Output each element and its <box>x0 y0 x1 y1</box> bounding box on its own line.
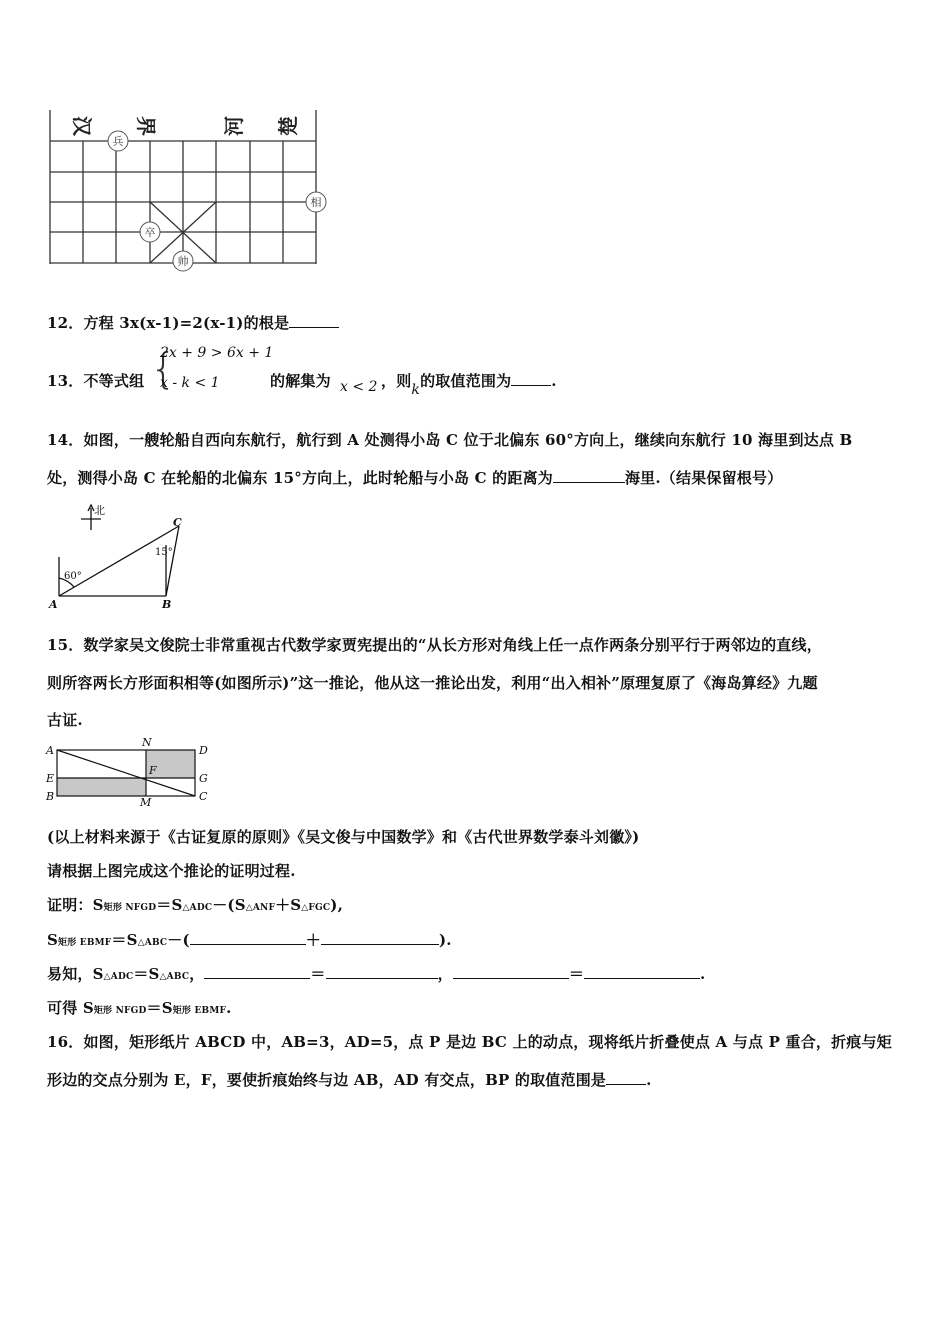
q15-figure <box>44 736 214 808</box>
q16-line-1: 16．如图，矩形纸片 ABCD 中，AB=3，AD=5，点 P 是边 BC 上的动点，现将纸片折叠使点 A 与点 P 重合，折痕与矩 <box>47 1033 892 1051</box>
chessboard-figure <box>44 104 334 274</box>
q14-line-2b: 海里.（结果保留根号） <box>624 469 783 487</box>
proof1-lead: 证明：S <box>47 896 104 914</box>
proof2-lead: S <box>47 931 59 949</box>
proof1-rect: 矩形 NFGD <box>103 903 157 913</box>
q14-line-2 <box>47 467 782 488</box>
q14-angle-60: 60° <box>64 571 82 582</box>
river-char-4: 楚 <box>276 116 300 136</box>
q15-label-g: G <box>199 772 208 785</box>
q15-instruction: 请根据上图完成这个推论的证明过程. <box>47 862 296 880</box>
proof3-comma-1: ， <box>189 965 205 983</box>
q15-label-e: E <box>46 772 55 785</box>
proof2-t1: △ABC <box>137 938 168 948</box>
q16-line-2: 形边的交点分别为 E，F，要使折痕始终与边 AB，AD 有交点，BP 的取值范围是 . <box>47 1071 652 1089</box>
proof2-blank-1[interactable] <box>190 930 306 945</box>
q13-then: ，则 <box>381 372 412 390</box>
q12-answer-blank[interactable] <box>289 313 339 328</box>
question-13 <box>47 370 144 391</box>
proof1-t1: △ADC <box>182 903 213 913</box>
proof3-equal-1: ＝ <box>310 965 326 983</box>
q15-label-m: M <box>140 796 152 808</box>
q16-line-2-text: 形边的交点分别为 E，F，要使折痕始终与边 AB，AD 有交点，BP 的取值范围是 <box>47 1071 607 1089</box>
piece-xiang: 相 <box>310 196 322 209</box>
q15-line-3: 古证. <box>47 711 83 729</box>
proof3-equal-2: ＝ <box>568 965 585 983</box>
proof3-blank-4[interactable] <box>584 964 700 979</box>
proof1-minus: －(S <box>212 896 246 914</box>
q14-line-1: 14．如图，一艘轮船自西向东航行，航行到 A 处测得小岛 C 位于北偏东 60°方向上，继续向东航行 10 海里到达点 B <box>47 431 853 449</box>
proof3-lead: 易知，S <box>47 965 104 983</box>
q13-brace: { <box>150 344 177 393</box>
q13-number: 13． <box>47 372 84 390</box>
q15-line-1: 15．数学家吴文俊院士非常重视古代数学家贾宪提出的“从长方形对角线上任一点作两条分别平行于两邻边的直线， <box>47 636 822 654</box>
q13-prefix: 不等式组 <box>83 372 145 390</box>
proof4-r1: 矩形 NFGD <box>93 1006 147 1016</box>
q15-label-b: B <box>46 790 55 803</box>
q13-continuation <box>270 370 331 391</box>
q15-label-c: C <box>199 790 208 803</box>
river-char-3: 河 <box>222 116 246 136</box>
proof3-eq: ＝S <box>133 965 160 983</box>
q15-label-f: F <box>149 764 157 777</box>
q13-answer-blank[interactable] <box>511 371 551 386</box>
proof2-plus: ＋ <box>305 931 321 949</box>
piece-bing: 兵 <box>112 135 124 148</box>
q15-proof-2 <box>47 929 452 950</box>
proof1-end: ), <box>330 896 343 914</box>
proof4-lead: 可得 S <box>47 999 94 1017</box>
proof4-r2: 矩形 EBMF <box>172 1006 227 1016</box>
piece-shuai: 帅 <box>177 255 189 268</box>
q15-proof-1 <box>47 894 343 915</box>
q15-label-d: D <box>199 744 208 757</box>
q15-proof-3 <box>47 963 705 984</box>
proof3-blank-1[interactable] <box>204 964 310 979</box>
q14-angle-15: 15° <box>155 547 173 558</box>
proof4-eq: ＝S <box>146 999 173 1017</box>
proof1-t3: △FGC <box>301 903 331 913</box>
q14-label-c: C <box>173 516 182 529</box>
proof3-blank-3[interactable] <box>453 964 569 979</box>
proof3-end: . <box>700 965 706 983</box>
river-char-1: 汉 <box>70 116 94 136</box>
proof3-blank-2[interactable] <box>326 964 438 979</box>
proof2-minus: －( <box>167 931 190 949</box>
q14-label-b: B <box>162 598 172 611</box>
q14-label-a: A <box>49 598 58 611</box>
proof3-comma-2: ， <box>437 965 453 983</box>
q15-source: (以上材料来源于《古证复原的原则》《吴文俊与中国数学》和《古代世界数学泰斗刘徽》) <box>47 828 640 846</box>
q13-solution: x < 2 <box>340 379 378 395</box>
q12-number: 12． <box>47 314 84 332</box>
q14-line-2a: 处，测得小岛 C 在轮船的北偏东 15°方向上，此时轮船与小岛 C 的距离为 <box>47 469 553 487</box>
proof2-blank-2[interactable] <box>321 930 439 945</box>
proof3-t2: △ABC <box>159 972 190 982</box>
q13-inequality-1: 2x + 9 > 6x + 1 <box>160 345 274 361</box>
q15-label-a: A <box>46 744 54 757</box>
q13-mid: 的解集为 <box>270 372 331 390</box>
q14-figure <box>44 500 204 615</box>
question-12 <box>47 312 339 333</box>
proof4-end: . <box>226 999 232 1017</box>
river-char-2: 界 <box>134 116 158 136</box>
q13-suffix: 的取值范围为 <box>420 372 512 390</box>
proof1-eq: ＝S <box>156 896 183 914</box>
piece-zu: 卒 <box>144 226 156 239</box>
q14-north-label: 北 <box>94 504 105 517</box>
q13-k: k <box>411 382 421 398</box>
q15-proof-4 <box>47 997 232 1018</box>
q13-inequality-2: x - k < 1 <box>160 375 220 391</box>
proof1-plus: ＋S <box>275 896 302 914</box>
q12-text: 方程 3x(x-1)=2(x-1)的根是 <box>83 314 290 332</box>
q15-line-2: 则所容两长方形面积相等(如图所示)”这一推论，他从这一推论出发，利用“出入相补”原理复原了《海岛算经》九题 <box>47 674 818 692</box>
q15-label-n: N <box>142 736 152 749</box>
q13-tail: ，则k的取值范围为 . <box>381 372 557 398</box>
proof2-end: ). <box>439 931 452 949</box>
proof2-rect: 矩形 EBMF <box>58 938 112 948</box>
proof2-eq: ＝S <box>111 931 138 949</box>
proof3-t1: △ADC <box>103 972 134 982</box>
q16-answer-blank[interactable] <box>606 1070 646 1085</box>
proof1-t2: △ANF <box>245 903 276 913</box>
q14-answer-blank[interactable] <box>553 468 625 483</box>
